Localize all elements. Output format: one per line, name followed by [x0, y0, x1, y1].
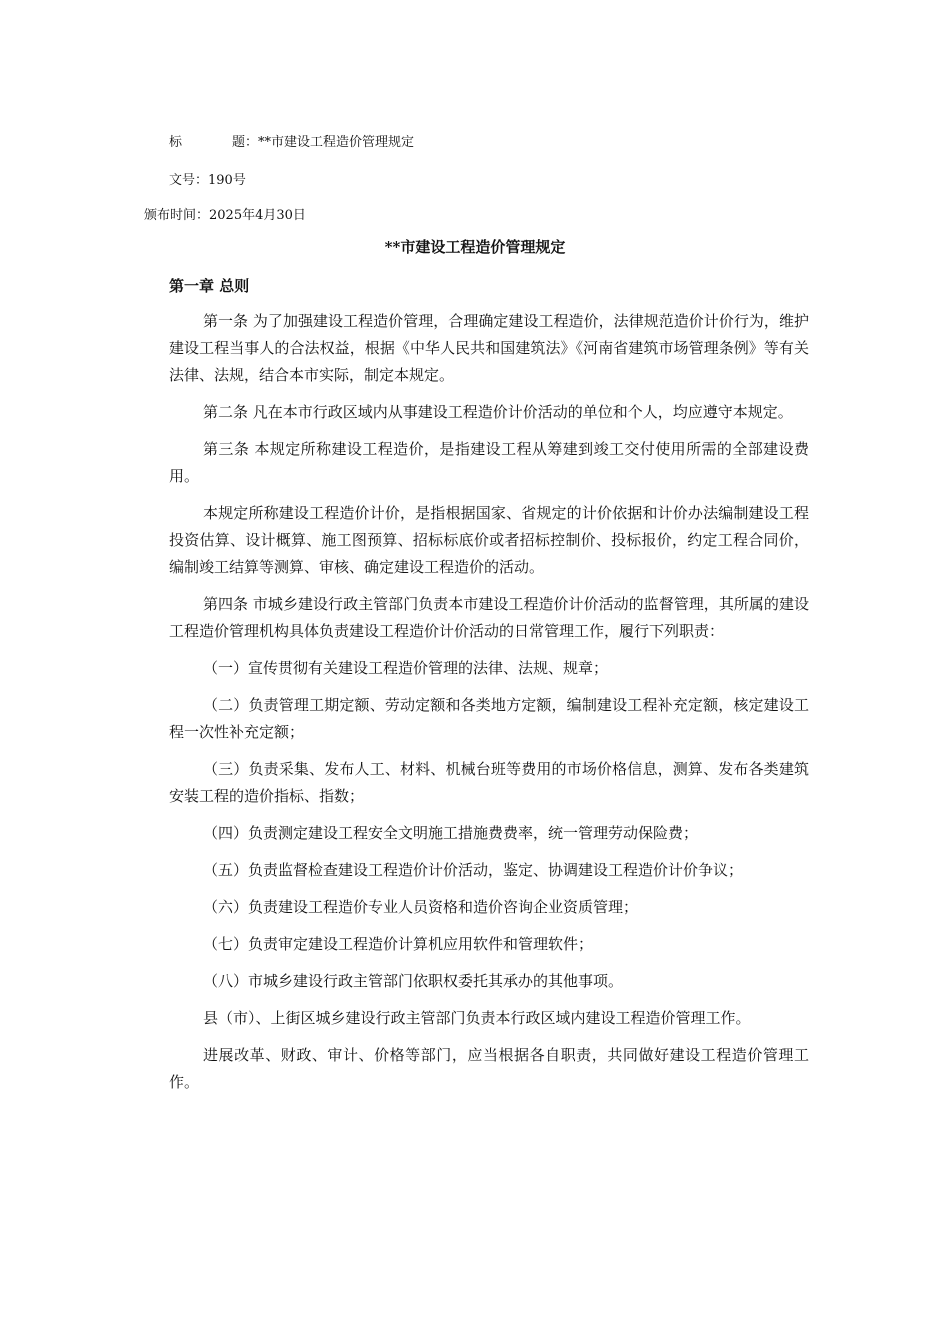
publish-date: 颁布时间：2025年4月30日	[144, 208, 306, 223]
header-title-line	[169, 134, 414, 152]
paragraph-article-1: 第一条 为了加强建设工程造价管理，合理确定建设工程造价，法律规范造价计价行为，维护建设工程当事人的合法权益，根据《中华人民共和国建筑法》《河南省建筑市场管理条例》等有关法律、法规，结合本市实际，制定本规定。	[169, 312, 809, 384]
document-number: 文号：190号	[169, 173, 246, 188]
document-title: **市建设工程造价管理规定	[384, 238, 566, 256]
list-item-duty-5: （五）负责监督检查建设工程造价计价活动，鉴定、协调建设工程造价计价争议；	[203, 861, 744, 879]
document-body	[169, 308, 809, 1106]
paragraph-article-3: 第三条 本规定所称建设工程造价，是指建设工程从筹建到竣工交付使用所需的全部建设费用。	[169, 440, 809, 485]
title-label-char-2: 题：	[232, 135, 259, 150]
list-item-duty-3: （三）负责采集、发布人工、材料、机械台班等费用的市场价格信息，测算、发布各类建筑安装工程的造价指标、指数；	[169, 760, 809, 805]
list-item-duty-6: （六）负责建设工程造价专业人员资格和造价咨询企业资质管理；	[203, 898, 639, 916]
paragraph-county-management: 县（市）、上街区城乡建设行政主管部门负责本行政区域内建设工程造价管理工作。	[203, 1009, 751, 1027]
chapter-heading: 第一章 总则	[169, 277, 250, 295]
paragraph-article-4: 第四条 市城乡建设行政主管部门负责本市建设工程造价计价活动的监督管理，其所属的建设工程造价管理机构具体负责建设工程造价计价活动的日常管理工作，履行下列职责：	[169, 595, 809, 640]
paragraph-article-2: 第二条 凡在本市行政区域内从事建设工程造价计价活动的单位和个人，均应遵守本规定。	[203, 403, 793, 421]
list-item-duty-2: （二）负责管理工期定额、劳动定额和各类地方定额，编制建设工程补充定额，核定建设工程一次性补充定额；	[169, 696, 809, 741]
title-value: **市建设工程造价管理规定	[258, 135, 415, 150]
paragraph-article-3-definition: 本规定所称建设工程造价计价，是指根据国家、省规定的计价依据和计价办法编制建设工程投资估算、设计概算、施工图预算、招标标底价或者招标控制价、投标报价，约定工程合同价，编制竣工结算等测算、审核、确定建设工程造价的活动。	[169, 504, 809, 576]
list-item-duty-7: （七）负责审定建设工程造价计算机应用软件和管理软件；	[203, 935, 594, 953]
paragraph-departments: 进展改革、财政、审计、价格等部门，应当根据各自职责，共同做好建设工程造价管理工作。	[169, 1046, 809, 1091]
title-label-char-1: 标	[169, 135, 183, 150]
list-item-duty-8: （八）市城乡建设行政主管部门依职权委托其承办的其他事项。	[203, 972, 624, 990]
list-item-duty-4: （四）负责测定建设工程安全文明施工措施费费率，统一管理劳动保险费；	[203, 824, 699, 842]
list-item-duty-1: （一）宣传贯彻有关建设工程造价管理的法律、法规、规章；	[203, 659, 609, 677]
